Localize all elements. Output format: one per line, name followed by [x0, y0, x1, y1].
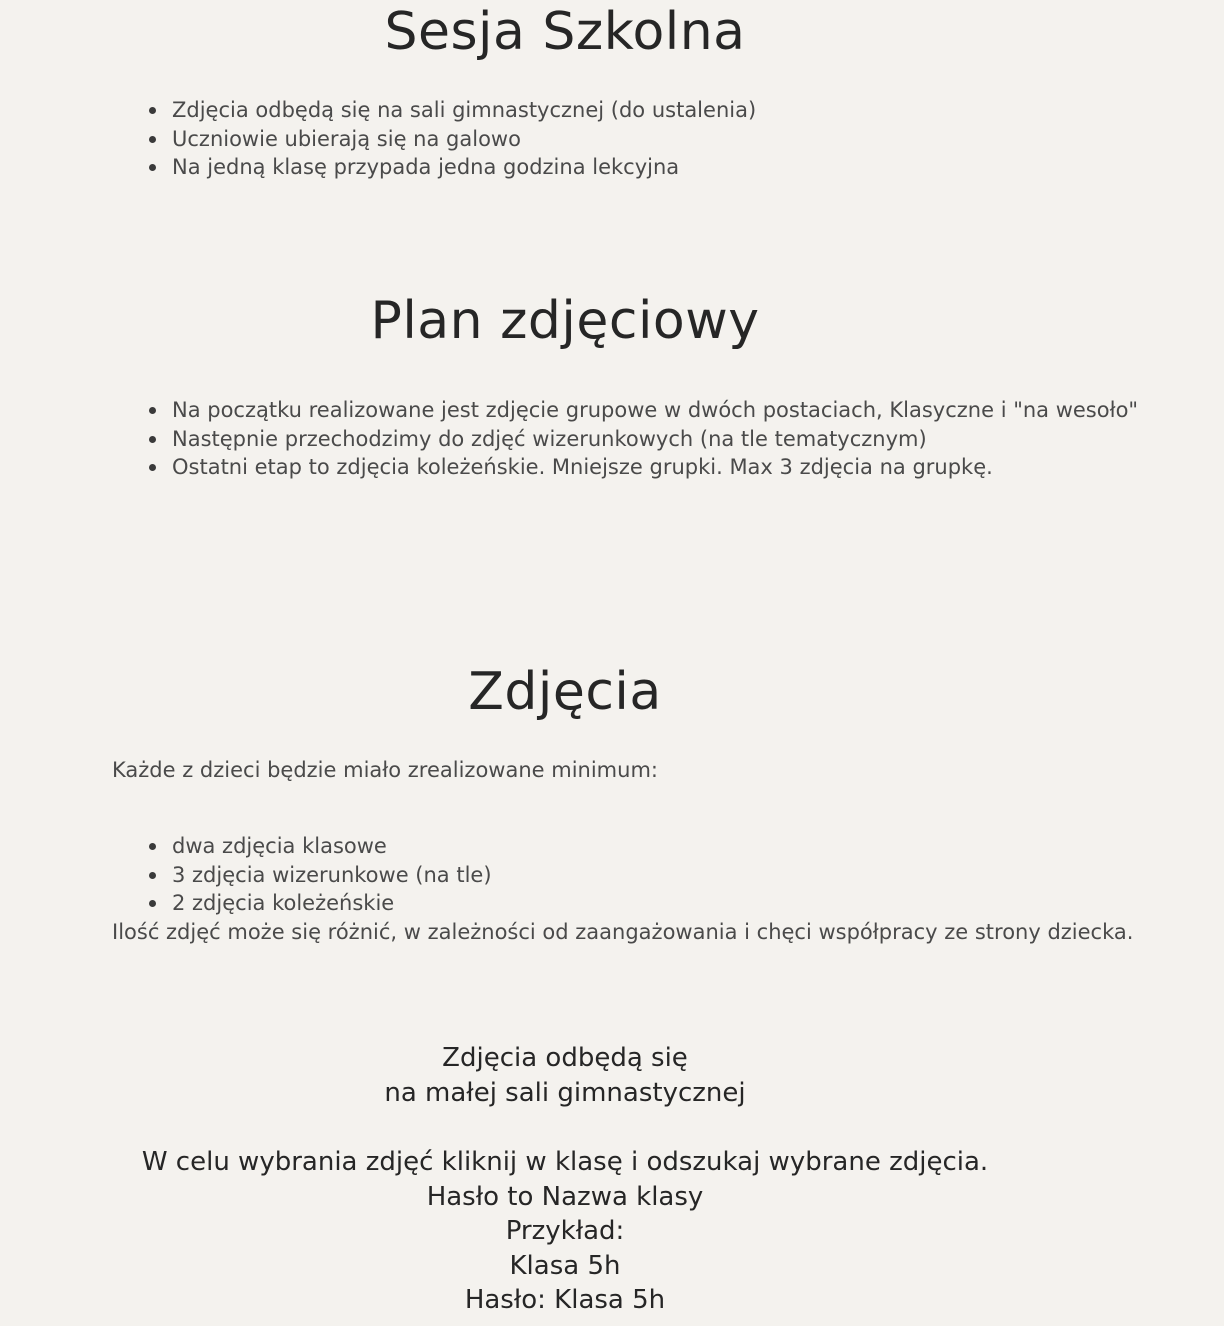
zdjecia-note: Ilość zdjęć może się różnić, w zależności od zaangażowania i chęci współpracy ze strony dziecka.	[112, 920, 1134, 944]
zdjecia-minimum-list	[112, 832, 1172, 918]
list-item: Ostatni etap to zdjęcia koleżeńskie. Mniejsze grupki. Max 3 zdjęcia na grupkę.	[172, 453, 1152, 482]
password-hint: Hasło to Nazwa klasy	[426, 1181, 704, 1212]
list-item: 3 zdjęcia wizerunkowe (na tle)	[172, 861, 1172, 890]
plan-steps-list	[112, 396, 1152, 482]
location-line: na małej sali gimnastycznej	[384, 1077, 746, 1108]
sesja-info-list	[112, 96, 1172, 182]
instruction-line: W celu wybrania zdjęć kliknij w klasę i odszukaj wybrane zdjęcia.	[141, 1147, 989, 1177]
section-title-sesja-szkolna: Sesja Szkolna	[384, 2, 746, 62]
selection-instructions	[0, 1145, 1130, 1318]
list-item: Na jedną klasę przypada jedna godzina lekcyjna	[172, 153, 1172, 182]
list-item: Następnie przechodzimy do zdjęć wizerunkowych (na tle tematycznym)	[172, 425, 1152, 454]
example-label: Przykład:	[505, 1216, 625, 1246]
section-title-zdjecia: Zdjęcia	[468, 662, 662, 722]
list-item: Uczniowie ubierają się na galowo	[172, 125, 1172, 154]
list-item: Zdjęcia odbędą się na sali gimnastycznej (do ustalenia)	[172, 96, 1172, 125]
list-item: dwa zdjęcia klasowe	[172, 832, 1172, 861]
location-line: Zdjęcia odbędą się	[442, 1043, 688, 1073]
section-title-plan-zdjeciowy: Plan zdjęciowy	[370, 291, 760, 351]
location-info	[0, 1041, 1130, 1110]
list-item: Na początku realizowane jest zdjęcie grupowe w dwóch postaciach, Klasyczne i "na wesoło"	[172, 396, 1152, 425]
example-class: Klasa 5h	[509, 1250, 621, 1281]
example-password: Hasło: Klasa 5h	[464, 1285, 666, 1315]
list-item: 2 zdjęcia koleżeńskie	[172, 889, 1172, 918]
zdjecia-intro: Każde z dzieci będzie miało zrealizowane minimum:	[112, 758, 658, 782]
